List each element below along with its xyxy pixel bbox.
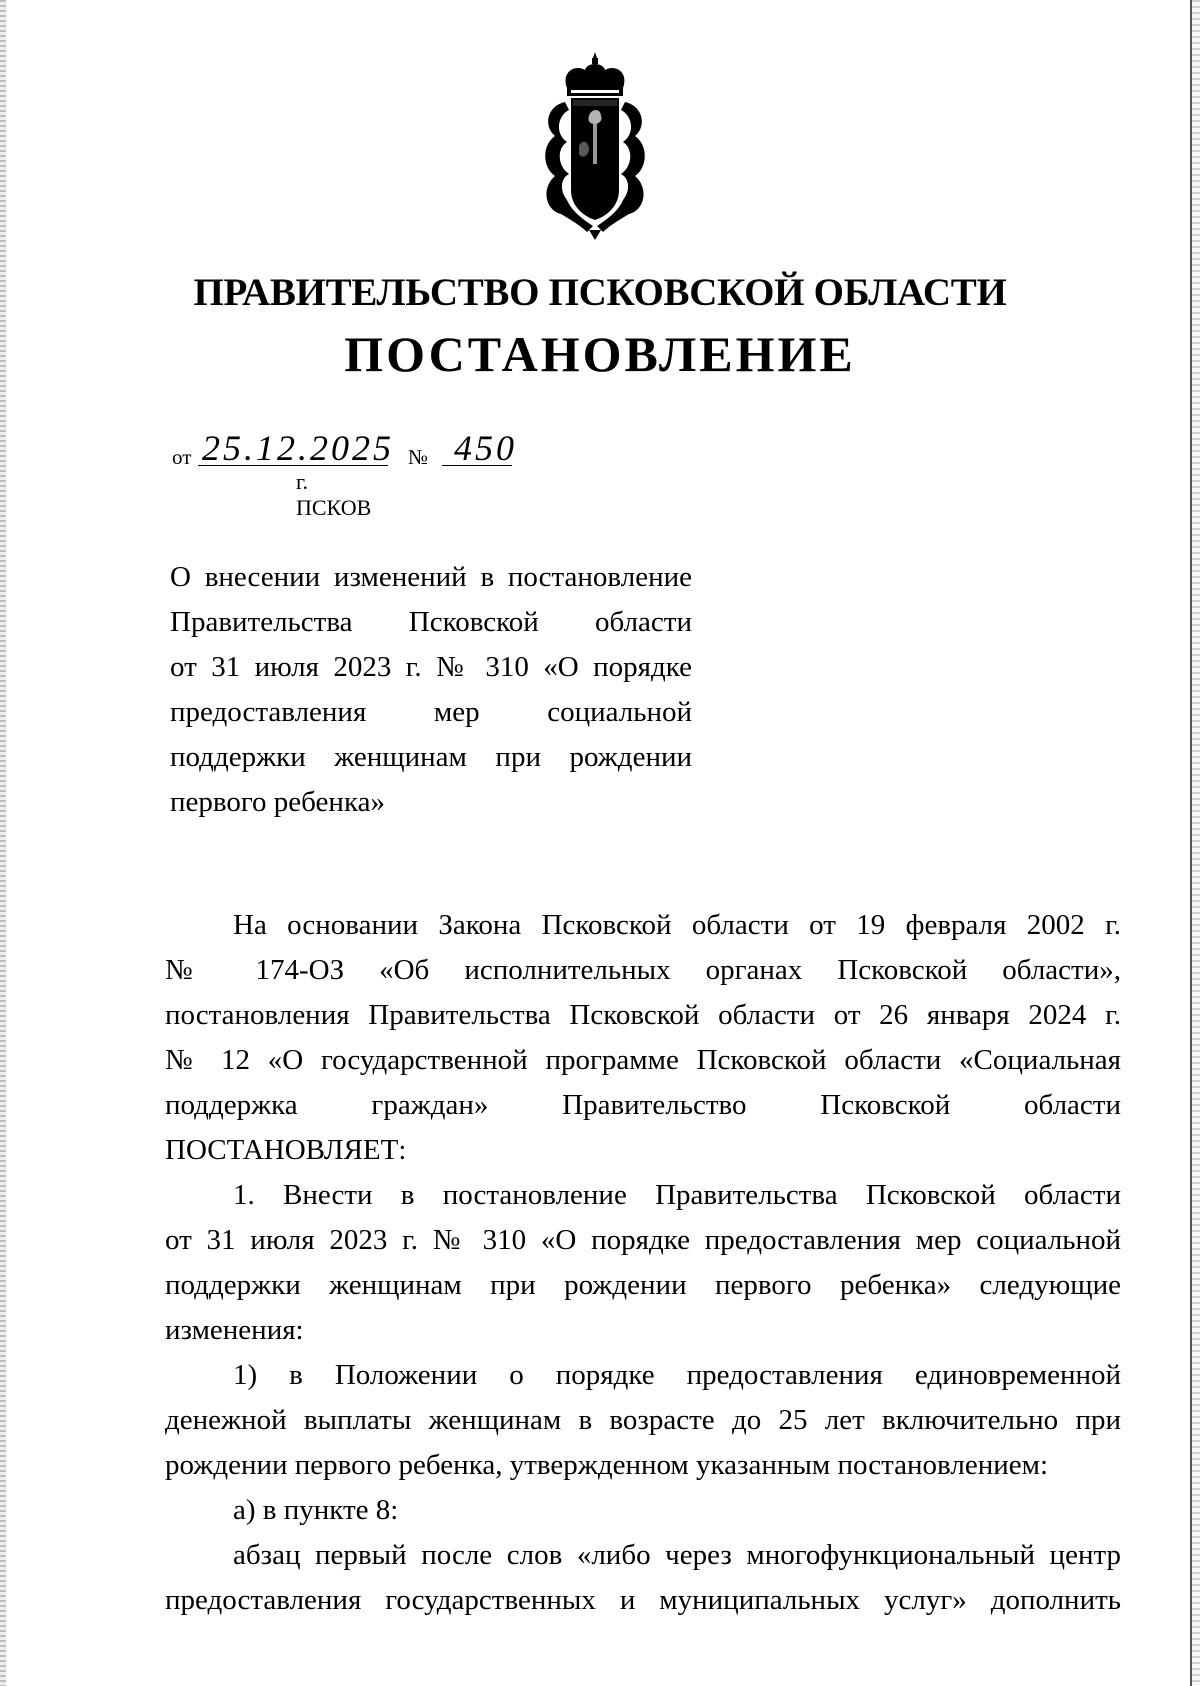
body-line: На основании Закона Псковской области от 19 февраля 2002 г.	[233, 909, 1121, 941]
body-line: 1. Внести в постановление Правительства Псковской области	[233, 1179, 1121, 1211]
organization-name: ПРАВИТЕЛЬСТВО ПСКОВСКОЙ ОБЛАСТИ	[193, 271, 1007, 314]
date-label: от	[172, 445, 192, 469]
document-date: 25.12.2025	[202, 428, 394, 468]
document-number: 450	[454, 428, 517, 468]
coat-of-arms-emblem	[531, 50, 659, 242]
number-label: №	[408, 445, 429, 469]
title-line: первого ребенка»	[170, 786, 385, 818]
city: г. ПСКОВ	[296, 469, 372, 520]
document-body	[165, 903, 1121, 1623]
body-line: денежной выплаты женщинам в возрасте до 25 лет включительно при	[165, 1404, 1121, 1436]
document-title	[170, 555, 692, 825]
scan-right-edge	[1190, 0, 1200, 1686]
body-line: изменения:	[165, 1314, 304, 1346]
document-type: ПОСТАНОВЛЕНИЕ	[344, 326, 856, 382]
body-line: постановления Правительства Псковской области от 26 января 2024 г.	[165, 999, 1121, 1031]
body-line: поддержка граждан» Правительство Псковской области	[165, 1089, 1121, 1121]
body-line: № 174-ОЗ «Об исполнительных органах Псковской области»,	[165, 954, 1121, 986]
title-line: Правительства Псковской области	[170, 606, 692, 638]
body-line: абзац первый после слов «либо через многофункциональный центр	[233, 1539, 1121, 1571]
body-line: 1) в Положении о порядке предоставления единовременной	[233, 1359, 1121, 1391]
body-line: поддержки женщинам при рождении первого ребенка» следующие	[165, 1269, 1121, 1301]
title-line: от 31 июля 2023 г. № 310 «О порядке	[170, 651, 692, 683]
title-line: предоставления мер социальной	[170, 696, 692, 728]
body-line: № 12 «О государственной программе Псковской области «Социальная	[165, 1044, 1121, 1076]
scan-left-edge	[0, 0, 6, 1686]
body-line: ПОСТАНОВЛЯЕТ:	[165, 1134, 407, 1166]
body-line: от 31 июля 2023 г. № 310 «О порядке предоставления мер социальной	[165, 1224, 1121, 1256]
body-line: рождении первого ребенка, утвержденном указанным постановлением:	[165, 1449, 1049, 1481]
title-line: поддержки женщинам при рождении	[170, 741, 692, 773]
title-line: О внесении изменений в постановление	[170, 561, 692, 593]
body-line: а) в пункте 8:	[233, 1494, 399, 1526]
body-line: предоставления государственных и муниципальных услуг» дополнить	[165, 1584, 1121, 1616]
